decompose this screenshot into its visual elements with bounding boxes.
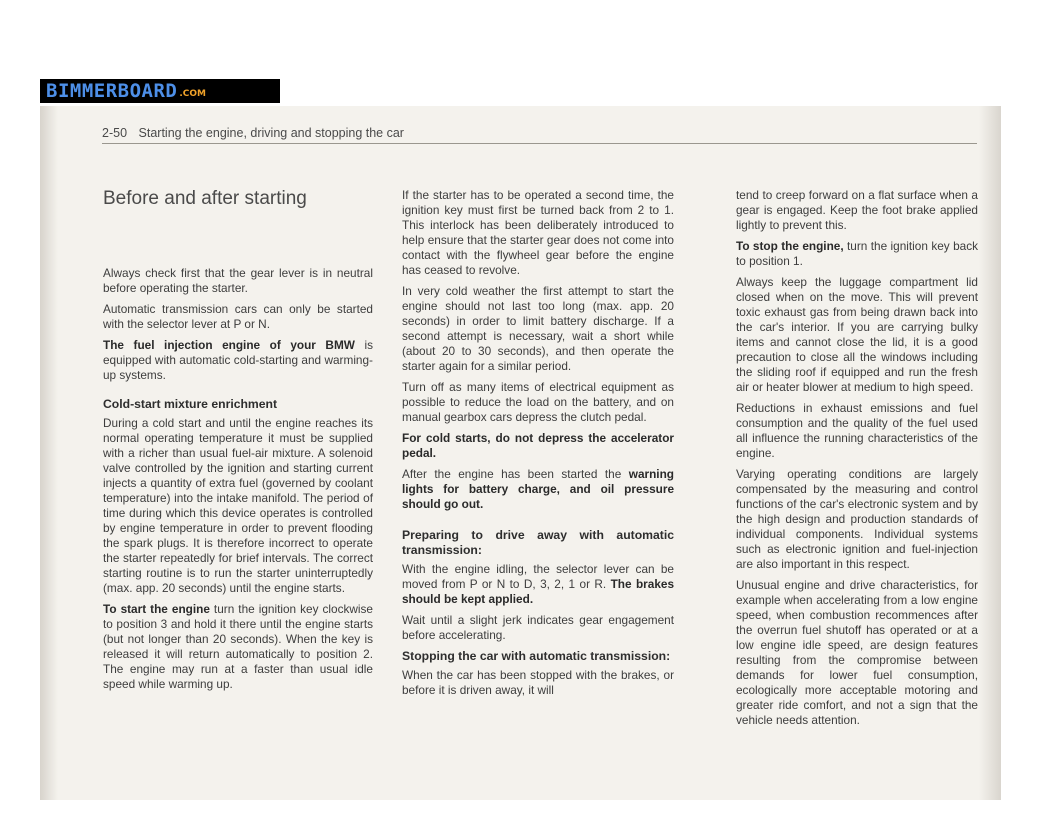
- paragraph: Always keep the luggage compartment lid closed when on the move. This will prevent toxic exhaust gas from being drawn back into the car's interior. If you are carrying bulky items and cannot close the lid, it is a good precaution to close all the windows including the sliding roof if equipped and run the fresh air or heater blower at medium to high speed.: [736, 275, 978, 394]
- bold-text: warning lights for battery charge, and oil pressure should go out.: [402, 467, 674, 511]
- paragraph: Automatic transmission cars can only be started with the selector lever at P or N.: [103, 302, 373, 331]
- running-header: [102, 126, 977, 144]
- paragraph: Always check first that the gear lever is in neutral before operating the starter.: [103, 266, 373, 295]
- paragraph: [402, 431, 674, 461]
- text-column-1: [103, 266, 373, 698]
- bold-text: To stop the engine,: [736, 239, 844, 253]
- paragraph-text: After the engine has been started the: [402, 467, 629, 481]
- paragraph: Wait until a slight jerk indicates gear engagement before accelerating.: [402, 613, 674, 642]
- paragraph: Varying operating conditions are largely compensated by the measuring and control functions of the car's electronic system and by the high design and production standards of individual components. Individual systems such as electronic ignition and fuel-injection are also important in this respect.: [736, 467, 978, 571]
- bold-text: For cold starts, do not depress the accelerator pedal.: [402, 431, 674, 460]
- paragraph-text: turn the ignition key clockwise to position 3 and hold it there until the engine starts (but not longer than 20 seconds). When the key is released it will return automatically to position 2. The engine may run at a faster than usual idle speed while warming up.: [103, 602, 373, 691]
- bold-text: The brakes should be kept applied.: [402, 577, 675, 606]
- bold-text: To start the engine: [103, 602, 210, 616]
- paragraph: [103, 338, 373, 383]
- paragraph: Unusual engine and drive characteristics, for example when accelerating from a low engine speed, when combustion recommences after the overrun fuel shutoff has operated or at a low engine idle speed, are design features resulting from the compromise between demands for lower fuel consumption, ecologically more acceptable motoring and greater ride comfort, and not a sign that the vehicle needs attention.: [736, 578, 978, 727]
- paragraph: tend to creep forward on a flat surface when a gear is engaged. Keep the foot brake applied lightly to prevent this.: [736, 188, 978, 232]
- text-column-2: [402, 188, 674, 704]
- text-column-3: [736, 188, 978, 734]
- paragraph-text: With the engine idling, the selector lever can be moved from P or N to D, 3, 2, 1 or R.: [402, 562, 674, 591]
- subheading: Stopping the car with automatic transmission:: [402, 649, 671, 663]
- page-number: 2-50: [102, 126, 128, 140]
- chapter-title: Starting the engine, driving and stopping the car: [138, 126, 404, 140]
- logo-tld-text: .COM: [179, 89, 206, 99]
- paragraph-text: is equipped with automatic cold-starting and warming-up systems.: [103, 338, 373, 382]
- paragraph: When the car has been stopped with the brakes, or before it is driven away, it will: [402, 668, 674, 697]
- paragraph: [736, 239, 978, 269]
- paragraph: During a cold start and until the engine reaches its normal operating temperature it must be supplied with a richer than usual fuel-air mixture. A solenoid valve controlled by the ignition and starting current injects a quantity of extra fuel (governed by coolant temperature) into the intake manifold. The period of time during which this device operates is controlled by engine temperature in order to prevent flooding the spark plugs. It is therefore incorrect to operate the starter repeatedly for brief intervals. The correct starting routine is to run the starter uninterruptedly (max. app. 20 seconds) until the engine starts.: [103, 416, 373, 595]
- paragraph: [402, 562, 674, 607]
- paragraph-text: turn the ignition key back to position 1.: [736, 239, 978, 268]
- paragraph: If the starter has to be operated a second time, the ignition key must first be turned back from 2 to 1. This interlock has been deliberately introduced to help ensure that the starter gear does not come into contact with the flywheel gear before the engine has ceased to revolve.: [402, 188, 674, 277]
- subheading: Preparing to drive away with automatic transmission:: [402, 528, 674, 557]
- paragraph: Reductions in exhaust emissions and fuel consumption and the quality of the fuel used all influence the running characteristics of the engine.: [736, 401, 978, 460]
- bold-text: The fuel injection engine of your BMW: [103, 338, 355, 352]
- subheading: Cold-start mixture enrichment: [103, 397, 278, 411]
- section-title: Before and after starting: [103, 188, 307, 209]
- paragraph: Turn off as many items of electrical equipment as possible to reduce the load on the battery, and on manual gearbox cars depress the clutch pedal.: [402, 380, 674, 424]
- logo-brand-text: BIMMERBOARD: [46, 80, 178, 102]
- bimmerboard-logo: [40, 79, 280, 103]
- paragraph: [402, 467, 674, 512]
- paragraph: [103, 602, 373, 692]
- scanned-manual-page: [40, 106, 1001, 800]
- paragraph: In very cold weather the first attempt to start the engine should not last too long (max. app. 20 seconds) in order to limit battery discharge. If a second attempt is necessary, wait a short while (about 20 to 30 seconds), and then operate the starter again for a similar period.: [402, 284, 674, 373]
